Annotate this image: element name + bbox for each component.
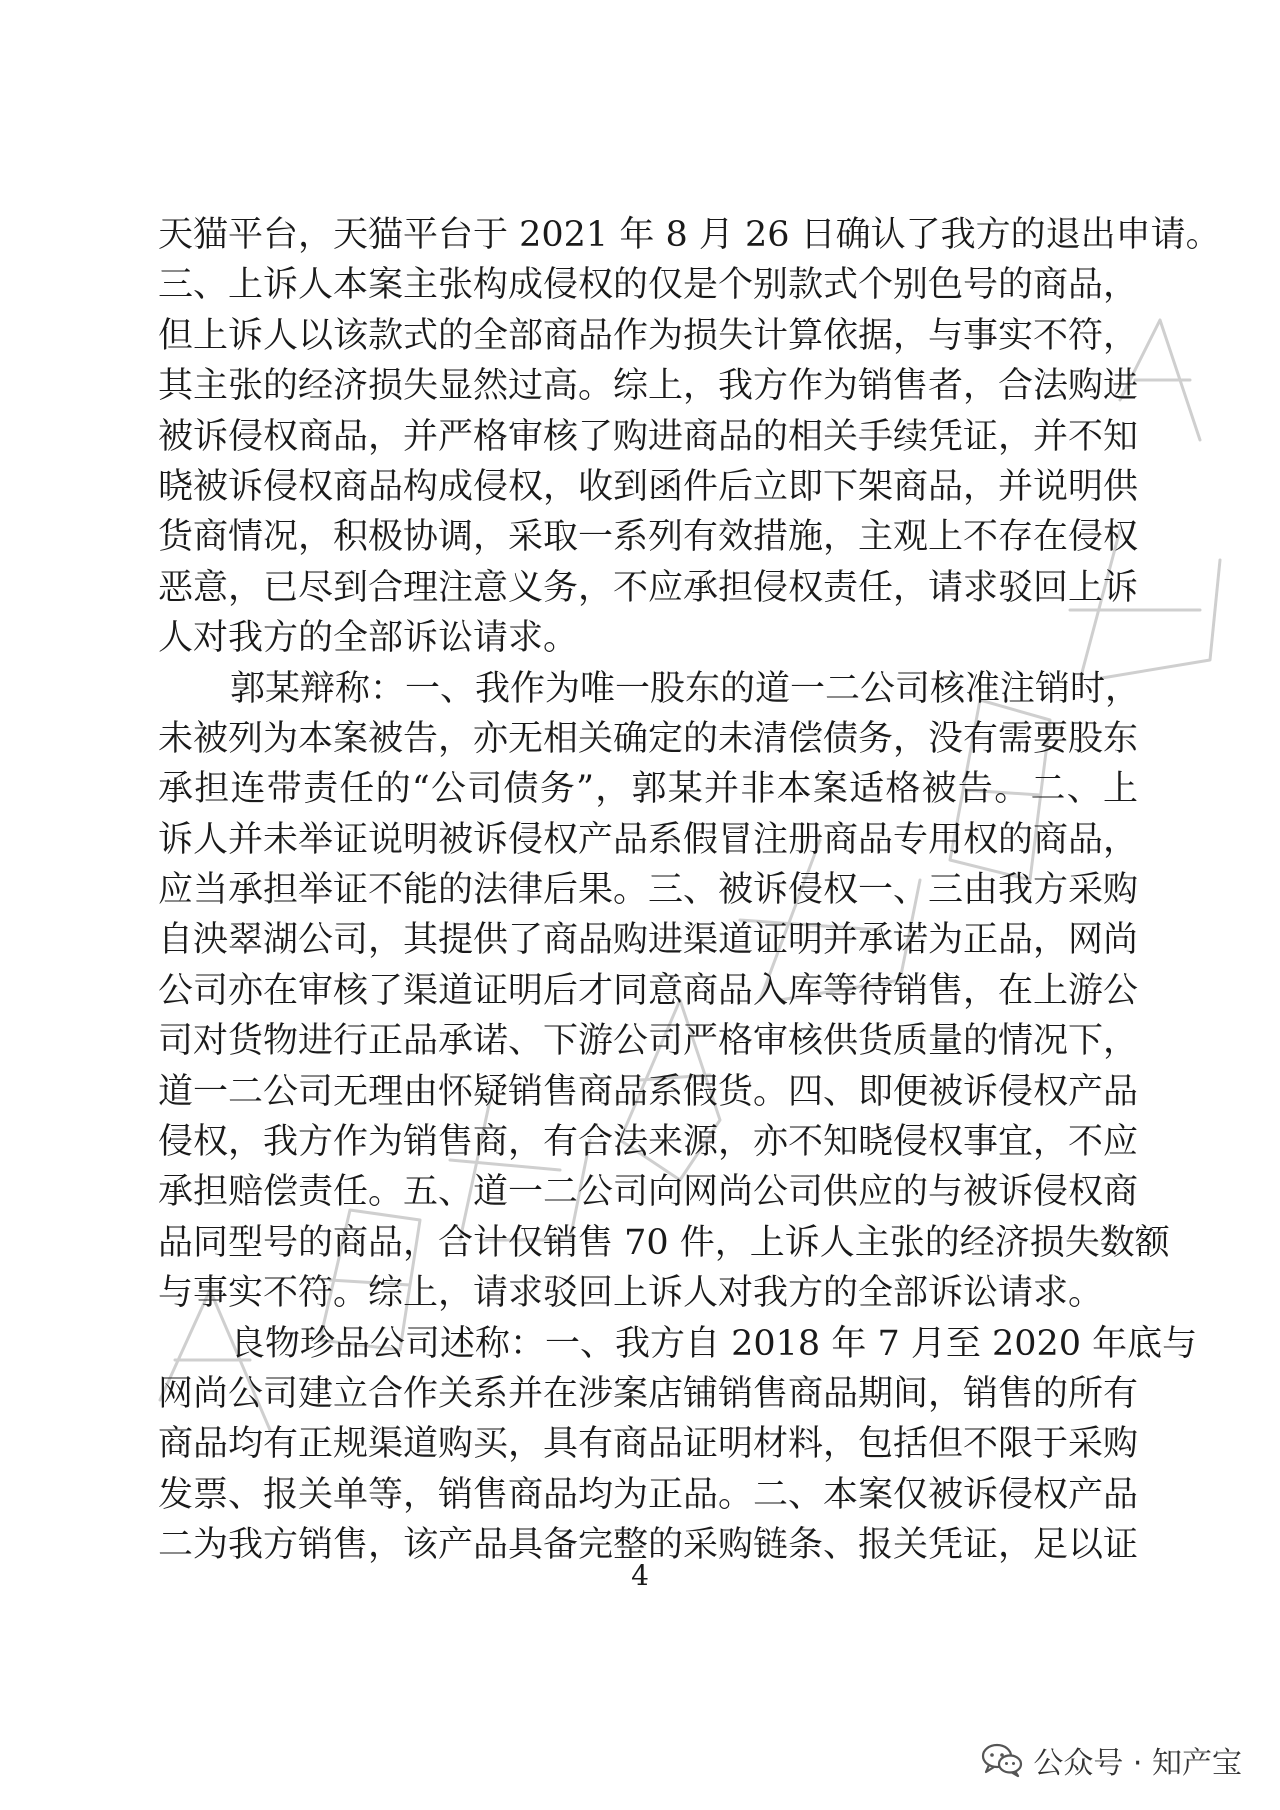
wechat-icon	[981, 1742, 1023, 1778]
text-line: 与事实不符。综上，请求驳回上诉人对我方的全部诉讼请求。	[158, 1273, 1104, 1314]
text-line: 诉人并未举证说明被诉侵权产品系假冒注册商品专用权的商品，	[158, 819, 1139, 860]
text-line: 道一二公司无理由怀疑销售商品系假货。四、即便被诉侵权产品	[158, 1071, 1139, 1112]
text-line: 品同型号的商品，合计仅销售 70 件，上诉人主张的经济损失数额	[158, 1222, 1170, 1263]
text-line: 人对我方的全部诉讼请求。	[158, 618, 579, 659]
text-line: 商品均有正规渠道购买，具有商品证明材料，包括但不限于采购	[158, 1424, 1139, 1465]
text-line: 应当承担举证不能的法律后果。三、被诉侵权一、三由我方采购	[158, 870, 1139, 911]
text-line: 但上诉人以该款式的全部商品作为损失计算依据，与事实不符，	[158, 315, 1139, 356]
document-body	[158, 210, 1221, 1571]
text-line: 天猫平台，天猫平台于 2021 年 8 月 26 日确认了我方的退出申请。	[158, 215, 1221, 255]
text-line: 网尚公司建立合作关系并在涉案店铺销售商品期间，销售的所有	[158, 1373, 1139, 1414]
text-line: 公司亦在审核了渠道证明后才同意商品入库等待销售，在上游公	[158, 970, 1139, 1011]
text-line: 晓被诉侵权商品构成侵权，收到函件后立即下架商品，并说明供	[158, 466, 1139, 507]
text-line: 恶意，已尽到合理注意义务，不应承担侵权责任，请求驳回上诉	[158, 567, 1139, 608]
text-line: 侵权，我方作为销售商，有合法来源，亦不知晓侵权事宜，不应	[158, 1122, 1139, 1163]
text-line: 未被列为本案被告，亦无相关确定的未清偿债务，没有需要股东	[158, 718, 1139, 759]
text-line: 二为我方销售，该产品具备完整的采购链条、报关凭证，足以证	[158, 1525, 1139, 1566]
text-line: 承担赔偿责任。五、道一二公司向网尚公司供应的与被诉侵权商	[158, 1172, 1139, 1213]
text-line: 承担连带责任的“公司债务”，郭某并非本案适格被告。二、上	[158, 769, 1138, 810]
paragraph-1	[158, 210, 1221, 664]
footer-brand-text: 公众号 · 知产宝	[1033, 1746, 1242, 1781]
text-line: 其主张的经济损失显然过高。综上，我方作为销售者，合法购进	[158, 366, 1139, 407]
text-line: 发票、报关单等，销售商品均为正品。二、本案仅被诉侵权产品	[158, 1474, 1139, 1515]
text-line: 三、上诉人本案主张构成侵权的仅是个别款式个别色号的商品，	[158, 265, 1139, 306]
footer-brand[interactable]	[981, 1736, 1242, 1784]
text-line: 自泱翠湖公司，其提供了商品购进渠道证明并承诺为正品，网尚	[158, 920, 1139, 961]
page-number: 4	[631, 1559, 649, 1592]
text-line: 被诉侵权商品，并严格审核了购进商品的相关手续凭证，并不知	[158, 416, 1139, 457]
text-line: 货商情况，积极协调，采取一系列有效措施，主观上不存在侵权	[158, 517, 1139, 558]
paragraph-3	[158, 1319, 1198, 1571]
text-line: 司对货物进行正品承诺、下游公司严格审核供货质量的情况下，	[158, 1021, 1139, 1062]
text-line: 郭某辩称：一、我作为唯一股东的道一二公司核准注销时，	[230, 668, 1141, 709]
text-line: 良物珍品公司述称：一、我方自 2018 年 7 月至 2020 年底与	[230, 1323, 1198, 1364]
paragraph-2	[158, 664, 1170, 1319]
